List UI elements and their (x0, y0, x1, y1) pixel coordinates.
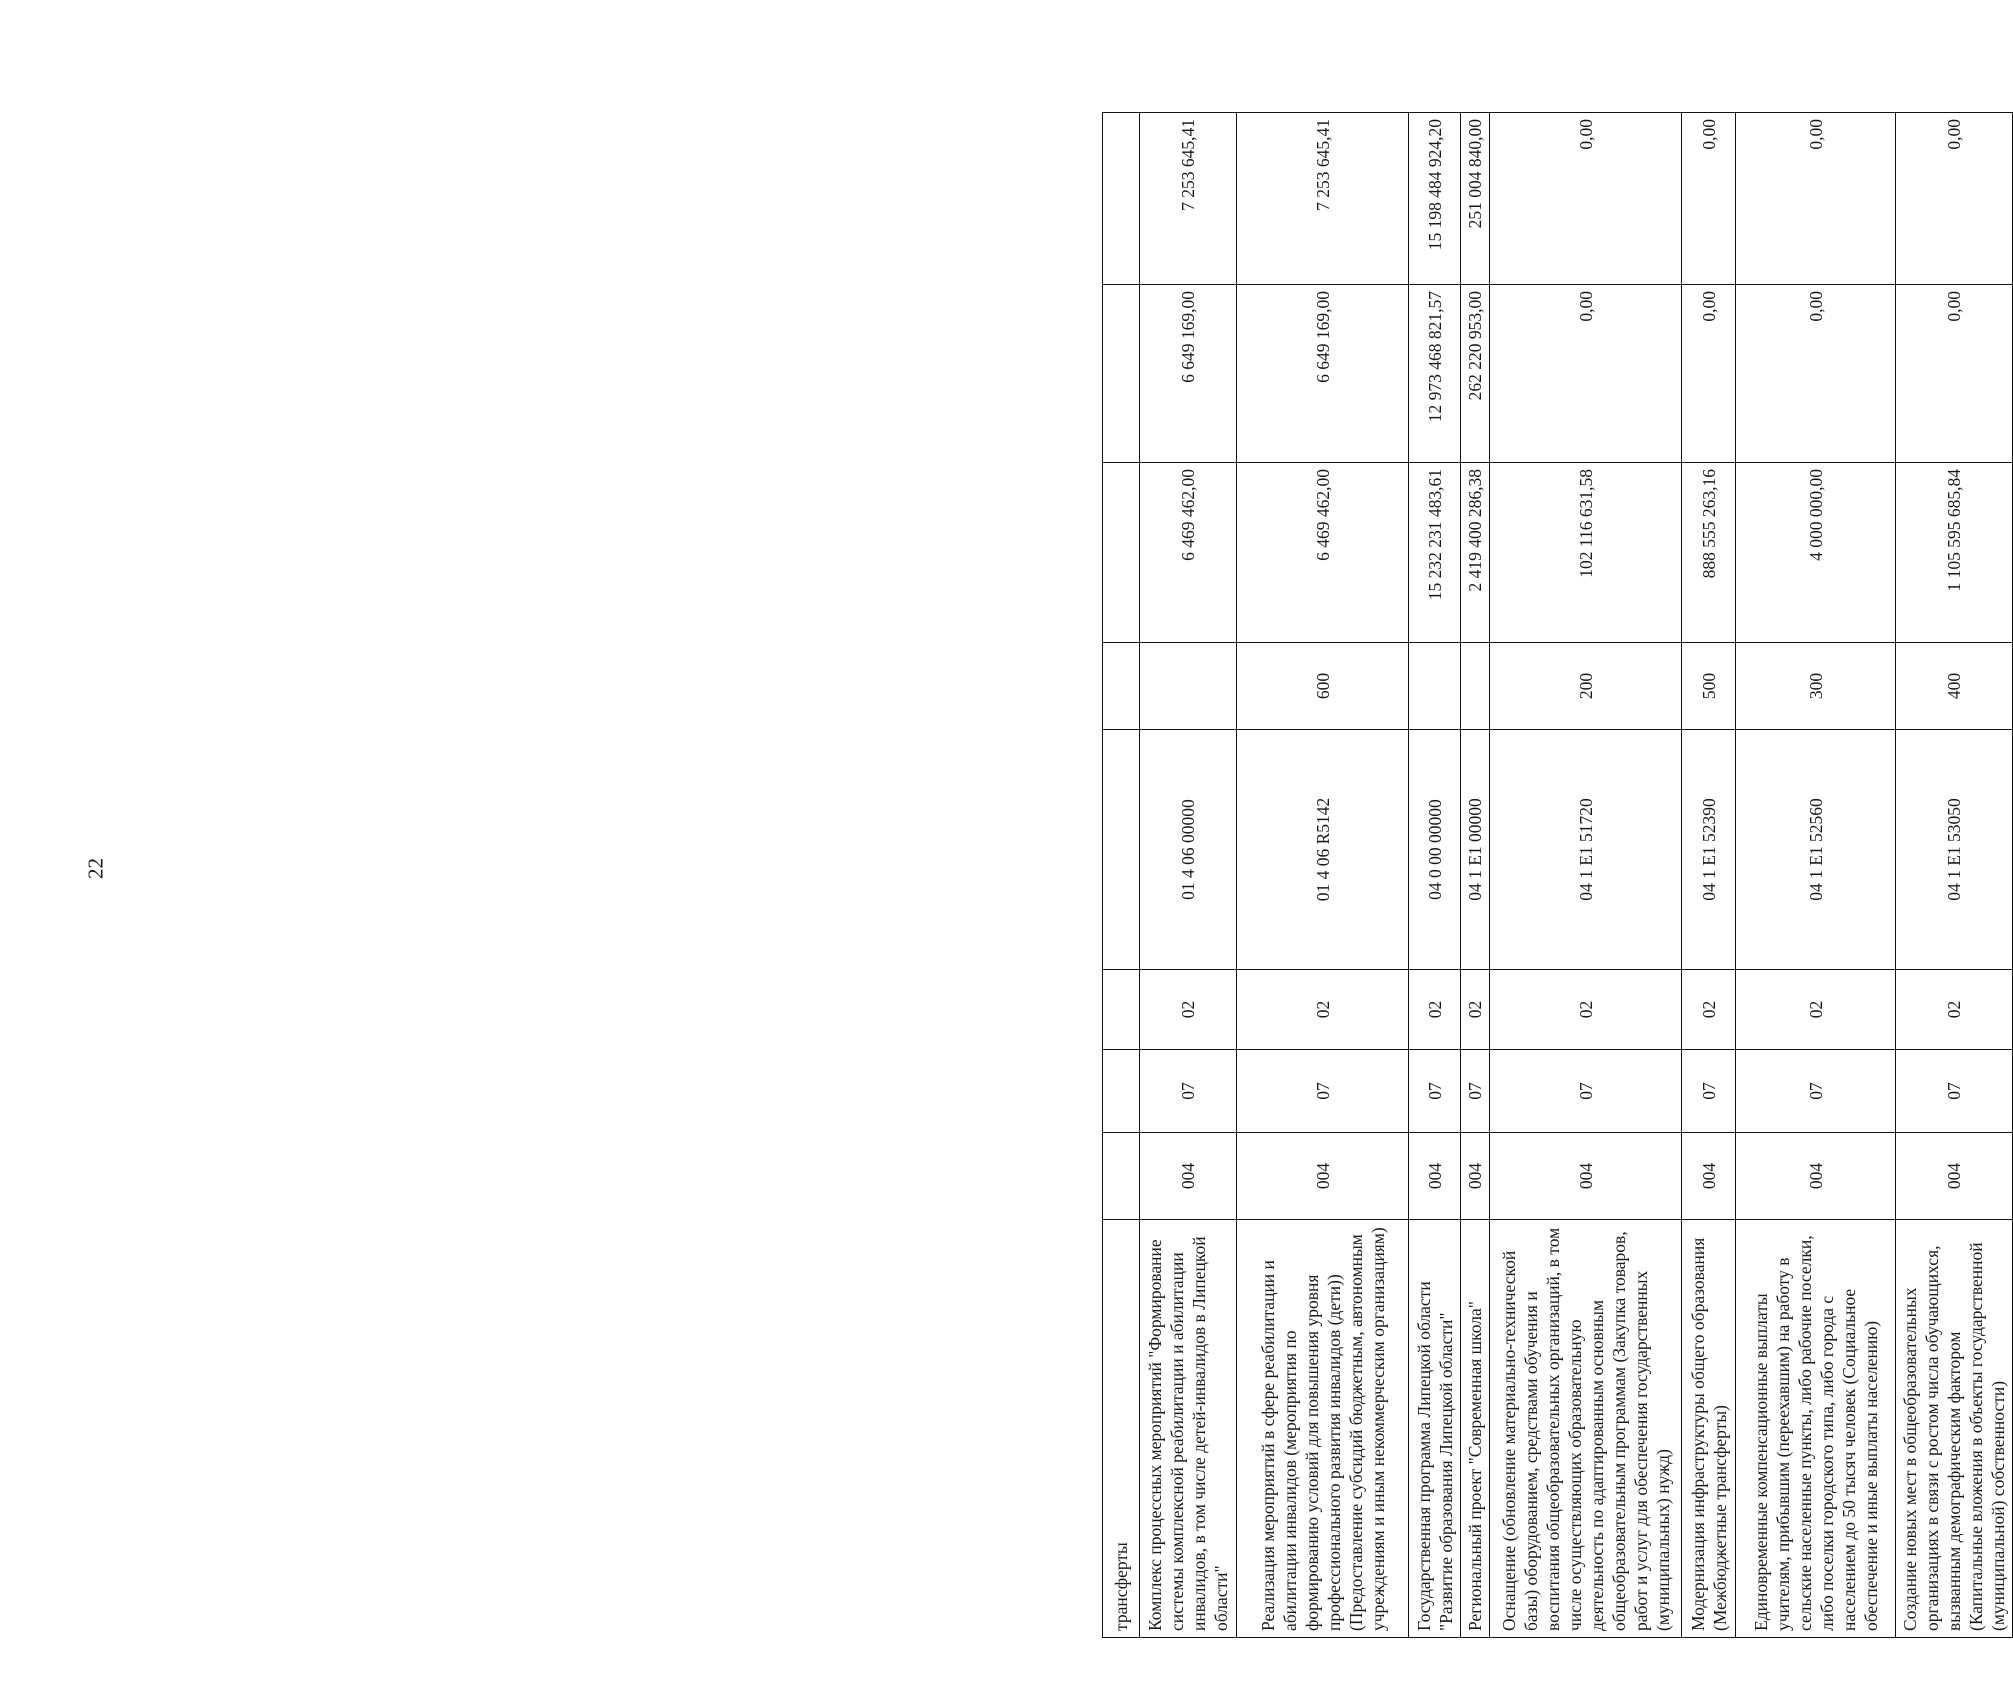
section-code-cell: 07 (1896, 1050, 2013, 1133)
table-row (1237, 113, 1409, 1638)
amount-col3-cell: 0,00 (1896, 113, 2013, 285)
table-row (1896, 113, 2013, 1638)
section-code-cell: 07 (1461, 1050, 1490, 1133)
table-row (1490, 113, 1682, 1638)
row-name-cell: Региональный проект "Современная школа" (1461, 1220, 1490, 1638)
subsection-code-cell: 02 (1461, 970, 1490, 1050)
target-article-cell: 04 1 E1 00000 (1461, 730, 1490, 970)
row-name-cell: Государственная программа Липецкой области "Развитие образования Липецкой области" (1409, 1220, 1461, 1638)
subsection-code-cell: 02 (1736, 970, 1896, 1050)
section-code-cell: 07 (1736, 1050, 1896, 1133)
target-article-cell: 04 1 E1 51720 (1490, 730, 1682, 970)
subsection-code-cell: 02 (1237, 970, 1409, 1050)
admin-code-cell: 004 (1736, 1133, 1896, 1220)
target-article-cell: 04 1 E1 52560 (1736, 730, 1896, 970)
admin-code-cell: 004 (1140, 1133, 1237, 1220)
expense-type-cell: 600 (1237, 643, 1409, 730)
subsection-code-cell: 02 (1140, 970, 1237, 1050)
page-number: 22 (83, 858, 108, 879)
amount-col3-cell: 0,00 (1682, 113, 1736, 285)
subsection-code-cell: 02 (1409, 970, 1461, 1050)
table-row (1461, 113, 1490, 1638)
expense-type-cell (1103, 643, 1140, 730)
section-code-cell: 07 (1682, 1050, 1736, 1133)
expense-type-cell (1409, 643, 1461, 730)
subsection-code-cell: 02 (1896, 970, 2013, 1050)
admin-code-cell: 004 (1409, 1133, 1461, 1220)
expense-type-cell (1461, 643, 1490, 730)
amount-col2-cell: 12 973 468 821,57 (1409, 285, 1461, 463)
amount-col3-cell: 0,00 (1736, 113, 1896, 285)
amount-col1-cell: 102 116 631,58 (1490, 463, 1682, 643)
amount-col3-cell: 0,00 (1490, 113, 1682, 285)
row-name-cell: Модернизация инфраструктуры общего образования (Межбюджетные трансферты) (1682, 1220, 1736, 1638)
admin-code-cell: 004 (1490, 1133, 1682, 1220)
admin-code-cell: 004 (1682, 1133, 1736, 1220)
section-code-cell (1103, 1050, 1140, 1133)
amount-col2-cell: 0,00 (1896, 285, 2013, 463)
amount-col1-cell: 4 000 000,00 (1736, 463, 1896, 643)
amount-col2-cell: 262 220 953,00 (1461, 285, 1490, 463)
expense-type-cell: 300 (1736, 643, 1896, 730)
amount-col1-cell: 6 469 462,00 (1237, 463, 1409, 643)
amount-col2-cell: 6 649 169,00 (1140, 285, 1237, 463)
amount-col3-cell (1103, 113, 1140, 285)
target-article-cell (1103, 730, 1140, 970)
expense-type-cell: 400 (1896, 643, 2013, 730)
table-row (1409, 113, 1461, 1638)
amount-col3-cell: 15 198 484 924,20 (1409, 113, 1461, 285)
amount-col2-cell (1103, 285, 1140, 463)
rotated-table-container (1102, 113, 2008, 1638)
expense-type-cell: 200 (1490, 643, 1682, 730)
amount-col2-cell: 0,00 (1682, 285, 1736, 463)
admin-code-cell: 004 (1896, 1133, 2013, 1220)
budget-table (1102, 112, 2013, 1638)
amount-col1-cell: 15 232 231 483,61 (1409, 463, 1461, 643)
section-code-cell: 07 (1237, 1050, 1409, 1133)
amount-col3-cell: 7 253 645,41 (1237, 113, 1409, 285)
amount-col2-cell: 6 649 169,00 (1237, 285, 1409, 463)
table-row (1736, 113, 1896, 1638)
row-name-cell: Единовременные компенсационные выплаты учителям, прибывшим (переехавшим) на работу в сельские населенные пункты, либо рабочие поселки, либо поселки городского типа, либо города с населением до 50 тысяч человек (Социальное обеспечение и иные выплаты населению) (1736, 1220, 1896, 1638)
subsection-code-cell: 02 (1490, 970, 1682, 1050)
row-name-cell: Оснащение (обновление материально-технической базы) оборудованием, средствами обучения и воспитания общеобразовательных организаций, в том числе осуществляющих образовательную деятельность по адаптированным основным общеобразовательным программам (Закупка товаров, работ и услуг для обеспечения государственных (муниципальных) нужд) (1490, 1220, 1682, 1638)
table-row (1140, 113, 1237, 1638)
section-code-cell: 07 (1490, 1050, 1682, 1133)
amount-col2-cell: 0,00 (1490, 285, 1682, 463)
row-name-cell: Комплекс процессных мероприятий "Формирование системы комплексной реабилитации и абилитации инвалидов, в том числе детей-инвалидов в Липецкой области" (1140, 1220, 1237, 1638)
amount-col1-cell: 6 469 462,00 (1140, 463, 1237, 643)
target-article-cell: 04 1 E1 52390 (1682, 730, 1736, 970)
admin-code-cell: 004 (1237, 1133, 1409, 1220)
row-name-cell: Создание новых мест в общеобразовательных организациях в связи с ростом числа обучающихся, вызванным демографическим фактором (Капитальные вложения в объекты государственной (муниципальной) собственности) (1896, 1220, 2013, 1638)
target-article-cell: 01 4 06 R5142 (1237, 730, 1409, 970)
row-name-cell: трансферты (1103, 1220, 1140, 1638)
table-row (1103, 113, 1140, 1638)
subsection-code-cell (1103, 970, 1140, 1050)
amount-col1-cell: 2 419 400 286,38 (1461, 463, 1490, 643)
admin-code-cell (1103, 1133, 1140, 1220)
amount-col3-cell: 251 004 840,00 (1461, 113, 1490, 285)
row-name-cell: Реализация мероприятий в сфере реабилитации и абилитации инвалидов (мероприятия по формированию условий для повышения уровня профессионального развития инвалидов (дети)) (Предоставление субсидий бюджетным, автономным учреждениям и иным некоммерческим организациям) (1237, 1220, 1409, 1638)
section-code-cell: 07 (1140, 1050, 1237, 1133)
target-article-cell: 04 0 00 00000 (1409, 730, 1461, 970)
amount-col1-cell: 888 555 263,16 (1682, 463, 1736, 643)
amount-col3-cell: 7 253 645,41 (1140, 113, 1237, 285)
section-code-cell: 07 (1409, 1050, 1461, 1133)
expense-type-cell (1140, 643, 1237, 730)
amount-col2-cell: 0,00 (1736, 285, 1896, 463)
subsection-code-cell: 02 (1682, 970, 1736, 1050)
table-row (1682, 113, 1736, 1638)
amount-col1-cell (1103, 463, 1140, 643)
target-article-cell: 04 1 E1 53050 (1896, 730, 2013, 970)
expense-type-cell: 500 (1682, 643, 1736, 730)
amount-col1-cell: 1 105 595 685,84 (1896, 463, 2013, 643)
target-article-cell: 01 4 06 00000 (1140, 730, 1237, 970)
admin-code-cell: 004 (1461, 1133, 1490, 1220)
